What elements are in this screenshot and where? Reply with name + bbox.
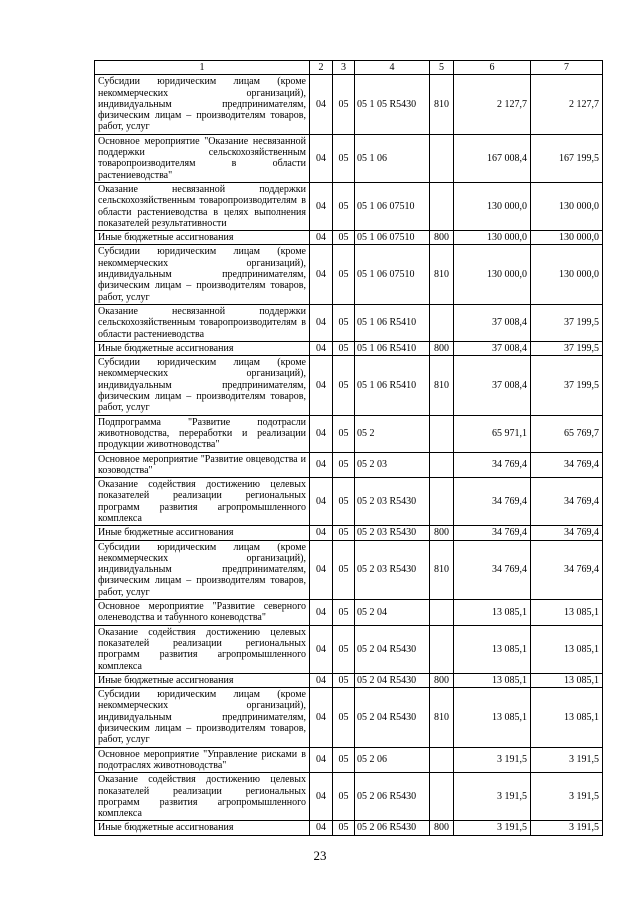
expense-type-cell: 800 xyxy=(430,231,454,245)
amount-year2-cell: 130 000,0 xyxy=(531,182,603,230)
section-cell: 04 xyxy=(310,245,333,304)
section-cell: 04 xyxy=(310,625,333,673)
header-cell: 7 xyxy=(531,61,603,75)
subsection-cell: 05 xyxy=(333,673,355,687)
row-name-cell: Иные бюджетные ассигнования xyxy=(95,341,310,355)
amount-year2-cell: 34 769,4 xyxy=(531,452,603,478)
amount-year1-cell: 13 085,1 xyxy=(454,673,531,687)
row-name-cell: Основное мероприятие "Развитие северного оленеводства и табунного коневодства" xyxy=(95,600,310,626)
expense-type-cell: 800 xyxy=(430,673,454,687)
row-name-cell: Основное мероприятие "Оказание несвязанной поддержки сельскохозяйственным товаропроизводителям в области растениеводства" xyxy=(95,134,310,182)
section-cell: 04 xyxy=(310,75,333,134)
subsection-cell: 05 xyxy=(333,134,355,182)
section-cell: 04 xyxy=(310,415,333,452)
subsection-cell: 05 xyxy=(333,245,355,304)
target-article-cell: 05 2 04 R5430 xyxy=(355,673,430,687)
expense-type-cell xyxy=(430,773,454,821)
row-name-cell: Субсидии юридическим лицам (кроме некоммерческих организаций), индивидуальным предпринимателям, физическим лицам – производителям товаров, работ, услуг xyxy=(95,540,310,599)
subsection-cell: 05 xyxy=(333,356,355,415)
expense-type-cell xyxy=(430,134,454,182)
amount-year2-cell: 3 191,5 xyxy=(531,747,603,773)
target-article-cell: 05 2 06 R5430 xyxy=(355,773,430,821)
amount-year1-cell: 3 191,5 xyxy=(454,773,531,821)
amount-year1-cell: 3 191,5 xyxy=(454,747,531,773)
subsection-cell: 05 xyxy=(333,625,355,673)
row-name-cell: Оказание содействия достижению целевых показателей реализации региональных программ развития агропромышленного комплекса xyxy=(95,625,310,673)
row-name-cell: Субсидии юридическим лицам (кроме некоммерческих организаций), индивидуальным предпринимателям, физическим лицам – производителям товаров, работ, услуг xyxy=(95,75,310,134)
amount-year2-cell: 3 191,5 xyxy=(531,821,603,835)
section-cell: 04 xyxy=(310,134,333,182)
target-article-cell: 05 1 06 xyxy=(355,134,430,182)
target-article-cell: 05 2 03 R5430 xyxy=(355,540,430,599)
amount-year2-cell: 37 199,5 xyxy=(531,341,603,355)
section-cell: 04 xyxy=(310,478,333,526)
amount-year2-cell: 2 127,7 xyxy=(531,75,603,134)
table-row xyxy=(95,304,603,341)
table-row xyxy=(95,688,603,747)
row-name-cell: Оказание несвязанной поддержки сельскохозяйственным товаропроизводителям в области растениеводства xyxy=(95,304,310,341)
expense-type-cell: 800 xyxy=(430,341,454,355)
amount-year2-cell: 3 191,5 xyxy=(531,773,603,821)
expense-type-cell: 800 xyxy=(430,526,454,540)
target-article-cell: 05 2 03 R5430 xyxy=(355,526,430,540)
section-cell: 04 xyxy=(310,773,333,821)
row-name-cell: Оказание несвязанной поддержки сельскохозяйственным товаропроизводителям в области растениеводства в целях выполнения показателей результативности xyxy=(95,182,310,230)
amount-year1-cell: 3 191,5 xyxy=(454,821,531,835)
row-name-cell: Иные бюджетные ассигнования xyxy=(95,821,310,835)
amount-year2-cell: 37 199,5 xyxy=(531,304,603,341)
row-name-cell: Субсидии юридическим лицам (кроме некоммерческих организаций), индивидуальным предпринимателям, физическим лицам – производителям товаров, работ, услуг xyxy=(95,245,310,304)
target-article-cell: 05 2 04 R5430 xyxy=(355,688,430,747)
header-cell: 2 xyxy=(310,61,333,75)
section-cell: 04 xyxy=(310,356,333,415)
table-row xyxy=(95,182,603,230)
subsection-cell: 05 xyxy=(333,304,355,341)
amount-year1-cell: 167 008,4 xyxy=(454,134,531,182)
expense-type-cell: 810 xyxy=(430,75,454,134)
amount-year1-cell: 13 085,1 xyxy=(454,625,531,673)
header-cell: 6 xyxy=(454,61,531,75)
target-article-cell: 05 1 05 R5430 xyxy=(355,75,430,134)
expense-type-cell xyxy=(430,625,454,673)
row-name-cell: Оказание содействия достижению целевых показателей реализации региональных программ развития агропромышленного комплекса xyxy=(95,478,310,526)
expense-type-cell xyxy=(430,304,454,341)
target-article-cell: 05 2 04 R5430 xyxy=(355,625,430,673)
amount-year2-cell: 167 199,5 xyxy=(531,134,603,182)
section-cell: 04 xyxy=(310,304,333,341)
amount-year2-cell: 65 769,7 xyxy=(531,415,603,452)
section-cell: 04 xyxy=(310,526,333,540)
amount-year2-cell: 34 769,4 xyxy=(531,526,603,540)
table-row xyxy=(95,747,603,773)
amount-year2-cell: 130 000,0 xyxy=(531,245,603,304)
target-article-cell: 05 2 06 xyxy=(355,747,430,773)
target-article-cell: 05 1 06 R5410 xyxy=(355,356,430,415)
section-cell: 04 xyxy=(310,540,333,599)
expense-type-cell xyxy=(430,600,454,626)
expense-type-cell: 810 xyxy=(430,540,454,599)
amount-year2-cell: 13 085,1 xyxy=(531,673,603,687)
subsection-cell: 05 xyxy=(333,341,355,355)
header-cell: 3 xyxy=(333,61,355,75)
subsection-cell: 05 xyxy=(333,688,355,747)
amount-year2-cell: 34 769,4 xyxy=(531,478,603,526)
table-row xyxy=(95,452,603,478)
expense-type-cell: 800 xyxy=(430,821,454,835)
section-cell: 04 xyxy=(310,182,333,230)
subsection-cell: 05 xyxy=(333,478,355,526)
row-name-cell: Иные бюджетные ассигнования xyxy=(95,526,310,540)
target-article-cell: 05 1 06 R5410 xyxy=(355,304,430,341)
section-cell: 04 xyxy=(310,673,333,687)
amount-year2-cell: 13 085,1 xyxy=(531,625,603,673)
target-article-cell: 05 2 04 xyxy=(355,600,430,626)
amount-year1-cell: 37 008,4 xyxy=(454,304,531,341)
table-row xyxy=(95,415,603,452)
amount-year1-cell: 2 127,7 xyxy=(454,75,531,134)
expense-type-cell: 810 xyxy=(430,356,454,415)
subsection-cell: 05 xyxy=(333,231,355,245)
target-article-cell: 05 1 06 07510 xyxy=(355,245,430,304)
amount-year1-cell: 34 769,4 xyxy=(454,478,531,526)
target-article-cell: 05 1 06 07510 xyxy=(355,182,430,230)
section-cell: 04 xyxy=(310,688,333,747)
section-cell: 04 xyxy=(310,821,333,835)
amount-year1-cell: 130 000,0 xyxy=(454,231,531,245)
table-row xyxy=(95,245,603,304)
amount-year1-cell: 130 000,0 xyxy=(454,245,531,304)
row-name-cell: Субсидии юридическим лицам (кроме некоммерческих организаций), индивидуальным предпринимателям, физическим лицам – производителям товаров, работ, услуг xyxy=(95,356,310,415)
row-name-cell: Иные бюджетные ассигнования xyxy=(95,673,310,687)
target-article-cell: 05 1 06 07510 xyxy=(355,231,430,245)
subsection-cell: 05 xyxy=(333,747,355,773)
target-article-cell: 05 2 03 R5430 xyxy=(355,478,430,526)
subsection-cell: 05 xyxy=(333,773,355,821)
page-number: 23 xyxy=(313,848,327,863)
amount-year1-cell: 34 769,4 xyxy=(454,452,531,478)
subsection-cell: 05 xyxy=(333,415,355,452)
budget-table xyxy=(94,60,603,836)
target-article-cell: 05 2 xyxy=(355,415,430,452)
section-cell: 04 xyxy=(310,231,333,245)
subsection-cell: 05 xyxy=(333,821,355,835)
amount-year1-cell: 37 008,4 xyxy=(454,341,531,355)
table-row xyxy=(95,75,603,134)
amount-year1-cell: 37 008,4 xyxy=(454,356,531,415)
table-row xyxy=(95,773,603,821)
amount-year2-cell: 37 199,5 xyxy=(531,356,603,415)
amount-year2-cell: 13 085,1 xyxy=(531,600,603,626)
table-row xyxy=(95,540,603,599)
subsection-cell: 05 xyxy=(333,526,355,540)
table-body xyxy=(95,61,603,836)
amount-year1-cell: 65 971,1 xyxy=(454,415,531,452)
amount-year1-cell: 13 085,1 xyxy=(454,600,531,626)
subsection-cell: 05 xyxy=(333,75,355,134)
table-row xyxy=(95,600,603,626)
expense-type-cell xyxy=(430,452,454,478)
section-cell: 04 xyxy=(310,600,333,626)
row-name-cell: Основное мероприятие "Развитие овцеводства и козоводства" xyxy=(95,452,310,478)
expense-type-cell xyxy=(430,182,454,230)
table-row xyxy=(95,478,603,526)
expense-type-cell xyxy=(430,415,454,452)
section-cell: 04 xyxy=(310,452,333,478)
expense-type-cell xyxy=(430,747,454,773)
table-row xyxy=(95,821,603,835)
amount-year1-cell: 130 000,0 xyxy=(454,182,531,230)
expense-type-cell: 810 xyxy=(430,245,454,304)
row-name-cell: Субсидии юридическим лицам (кроме некоммерческих организаций), индивидуальным предпринимателям, физическим лицам – производителям товаров, работ, услуг xyxy=(95,688,310,747)
table-row xyxy=(95,231,603,245)
header-cell: 1 xyxy=(95,61,310,75)
subsection-cell: 05 xyxy=(333,600,355,626)
row-name-cell: Подпрограмма "Развитие подотрасли животноводства, переработки и реализации продукции животноводства" xyxy=(95,415,310,452)
expense-type-cell: 810 xyxy=(430,688,454,747)
table-row xyxy=(95,356,603,415)
expense-type-cell xyxy=(430,478,454,526)
section-cell: 04 xyxy=(310,341,333,355)
amount-year1-cell: 34 769,4 xyxy=(454,540,531,599)
target-article-cell: 05 2 03 xyxy=(355,452,430,478)
table-row xyxy=(95,625,603,673)
amount-year2-cell: 130 000,0 xyxy=(531,231,603,245)
target-article-cell: 05 2 06 R5430 xyxy=(355,821,430,835)
section-cell: 04 xyxy=(310,747,333,773)
table-row xyxy=(95,526,603,540)
header-cell: 5 xyxy=(430,61,454,75)
table-row xyxy=(95,341,603,355)
row-name-cell: Оказание содействия достижению целевых показателей реализации региональных программ развития агропромышленного комплекса xyxy=(95,773,310,821)
table-row xyxy=(95,673,603,687)
amount-year1-cell: 13 085,1 xyxy=(454,688,531,747)
header-cell: 4 xyxy=(355,61,430,75)
table-row xyxy=(95,134,603,182)
table-header-row xyxy=(95,61,603,75)
amount-year2-cell: 13 085,1 xyxy=(531,688,603,747)
subsection-cell: 05 xyxy=(333,182,355,230)
row-name-cell: Основное мероприятие "Управление рисками в подотраслях животноводства" xyxy=(95,747,310,773)
subsection-cell: 05 xyxy=(333,540,355,599)
amount-year1-cell: 34 769,4 xyxy=(454,526,531,540)
subsection-cell: 05 xyxy=(333,452,355,478)
target-article-cell: 05 1 06 R5410 xyxy=(355,341,430,355)
amount-year2-cell: 34 769,4 xyxy=(531,540,603,599)
row-name-cell: Иные бюджетные ассигнования xyxy=(95,231,310,245)
